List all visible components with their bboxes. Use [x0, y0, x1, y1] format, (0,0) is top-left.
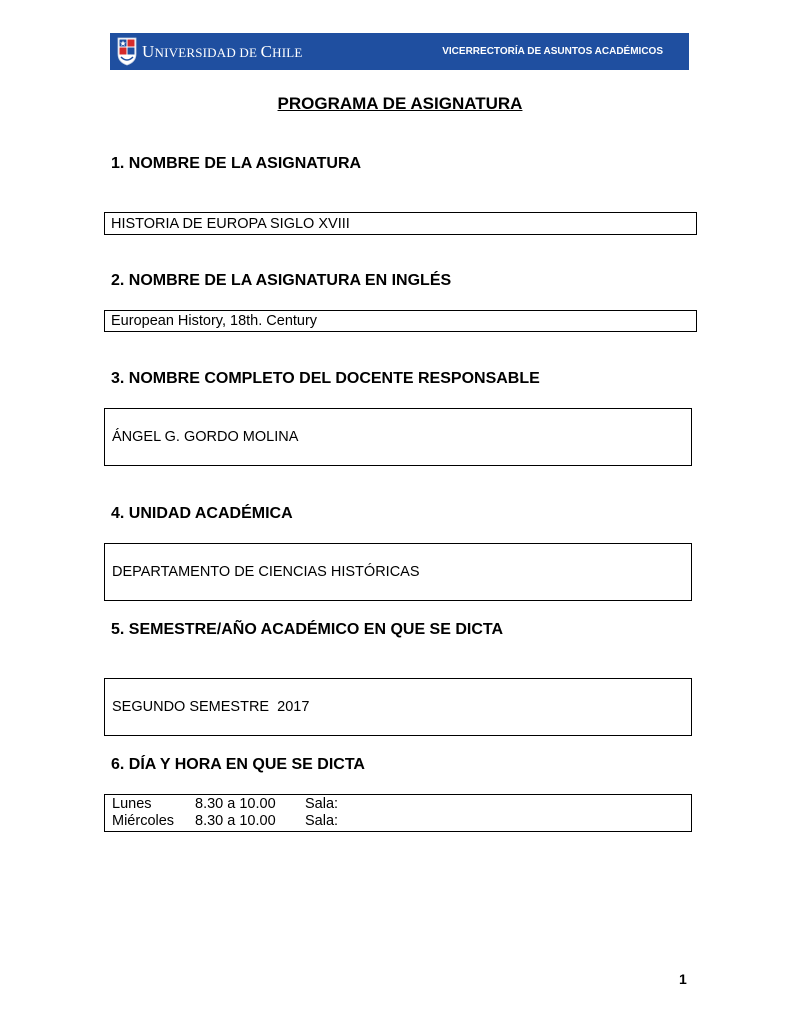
document-title: PROGRAMA DE ASIGNATURA — [277, 94, 523, 113]
academic-unit-box — [104, 543, 692, 601]
section-heading-english-name: 2. NOMBRE DE LA ASIGNATURA EN INGLÉS — [111, 272, 452, 289]
section-heading-schedule: 6. DÍA Y HORA EN QUE SE DICTA — [111, 756, 365, 773]
course-name-box — [104, 212, 697, 235]
schedule-room: Sala: — [305, 813, 339, 829]
schedule-box — [104, 794, 692, 832]
schedule-day: Lunes — [112, 796, 152, 812]
english-name-value: European History, 18th. Century — [111, 313, 318, 329]
section-heading-course-name: 1. NOMBRE DE LA ASIGNATURA — [111, 155, 362, 172]
section-heading-instructor: 3. NOMBRE COMPLETO DEL DOCENTE RESPONSABLE — [111, 370, 540, 387]
section-heading-semester: 5. SEMESTRE/AÑO ACADÉMICO EN QUE SE DICTA — [111, 621, 504, 638]
instructor-value: ÁNGEL G. GORDO MOLINA — [112, 429, 299, 445]
university-name: UNIVERSIDAD DE CHILE — [142, 42, 303, 61]
english-name-box — [104, 310, 697, 332]
page-number: 1 — [679, 971, 687, 987]
schedule-day: Miércoles — [112, 813, 175, 829]
instructor-box — [104, 408, 692, 466]
section-heading-academic-unit: 4. UNIDAD ACADÉMICA — [111, 505, 293, 522]
semester-box — [104, 678, 692, 736]
schedule-room: Sala: — [305, 796, 339, 812]
university-crest-icon — [117, 37, 137, 66]
schedule-row — [112, 796, 691, 813]
semester-value: SEGUNDO SEMESTRE 2017 — [112, 699, 310, 715]
office-name: VICERRECTORÍA DE ASUNTOS ACADÉMICOS — [442, 46, 663, 57]
schedule-time: 8.30 a 10.00 — [195, 796, 276, 812]
header-banner — [110, 33, 689, 70]
academic-unit-value: DEPARTAMENTO DE CIENCIAS HISTÓRICAS — [112, 564, 420, 580]
schedule-row — [112, 813, 691, 830]
course-name-value: HISTORIA DE EUROPA SIGLO XVIII — [111, 215, 350, 232]
schedule-time: 8.30 a 10.00 — [195, 813, 276, 829]
